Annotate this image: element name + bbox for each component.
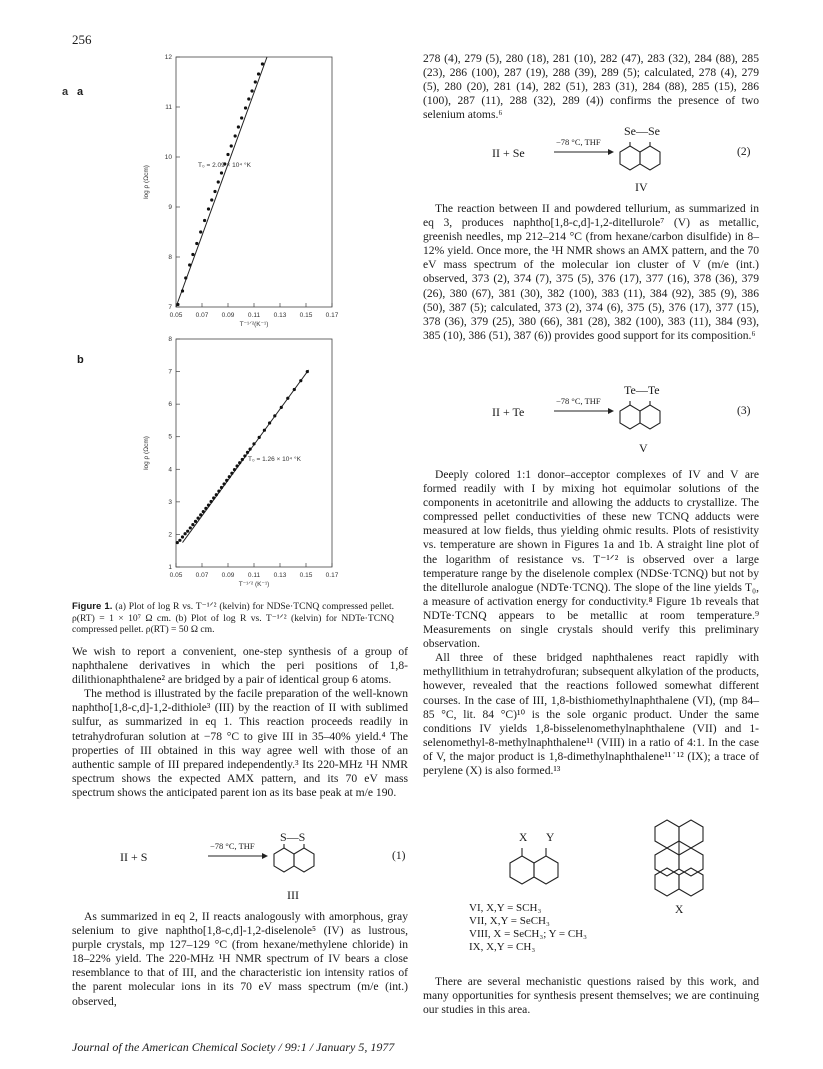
paragraph: Deeply colored 1:1 donor–acceptor complexes of IV and V are formed readily with I by mixing hot equimolar solutions of the components in acetonitrile and allowing the adducts to crystallize. The compressed pellet conductivities of these new TCNQ adducts were measured at low fields, thus yielding ohmic results. Plots of resistivity vs. temperature are shown in Figures 1a and 1b. A straight line plot of the logarithm of resistance vs. T⁻¹ᐟ² is observed over a large temperature range by the diselenole complex (NDSe·TCNQ) but not by the ditellurole analogue (NDTe·TCNQ). The slope of the line yields T₀, a measure of activation energy for conductivity.⁸ Figure 1b reveals that NDTe·TCNQ appears to be metallic at room temperature.⁹ Measurements on single crystals should verify this preliminary observation. <box>423 468 759 651</box>
y-tick-label: 5 <box>168 433 172 441</box>
equation-3 <box>492 383 762 463</box>
equation-1 <box>120 830 406 912</box>
data-point <box>202 510 205 513</box>
data-point <box>280 406 283 409</box>
x-tick-label: 0.15 <box>299 572 313 579</box>
paragraph: The reaction between II and powdered tellurium, as summarized in eq 3, produces naphtho[1,8-c,d]-1,2-ditellurole⁷ (V) as metallic, greenish needles, mp 212–214 °C (from hexane/carbon disulfide) in 8–12% yield. Once more, the ¹H NMR shows an AMX pattern, and the 70 eV mass spectrum of the molecular ion cluster of V (m/e (int.) observed, 373 (2), 374 (7), 375 (5), 376 (17), 377 (16), 378 (36), 379 (26), 380 (67), 381 (30), 382 (100), 383 (11), 384 (92), 385 (9), 386 (50), 387 (5); calculated, 373 (2), 374 (6), 375 (5), 376 (17), 377 (15), 378 (36), 379 (25), 380 (66), 381 (28), 382 (100), 383 (11), 384 (93), 385 (10), 386 (51), 387 (6)) provides good support for its composition.⁶ <box>423 202 759 342</box>
naphthalene-structure <box>507 848 563 892</box>
caption-text: (a) Plot of log R vs. T⁻¹ᐟ² (kelvin) for NDSe·TCNQ compressed pellet. ρ(RT) = 1 × 10⁷ Ω cm. (b) Plot of log R vs. T⁻¹ᐟ² (kelvin) for NDTe·TCNQ compressed pellet. ρ(RT) = 50 Ω cm. <box>72 601 395 636</box>
y-tick-label: 3 <box>168 498 172 506</box>
x-tick-label: 0.05 <box>169 312 183 319</box>
reaction-arrow <box>208 852 268 860</box>
paragraph: There are several mechanistic questions raised by this work, and many opportunities for synthesis present themselves; we are continuing our studies in this area. <box>423 975 759 1017</box>
y-tick-label: 11 <box>165 104 172 111</box>
figure-1a-chart <box>62 45 400 345</box>
eq1-conditions: −78 °C, THF <box>210 841 255 851</box>
y-tick-label: 9 <box>168 204 172 211</box>
data-point <box>249 447 252 450</box>
y-tick-label: 2 <box>168 531 172 539</box>
data-point <box>181 289 184 292</box>
x-tick-label: 0.09 <box>221 312 235 319</box>
data-point <box>246 451 249 454</box>
data-point <box>241 458 244 461</box>
substituent-x-label: X <box>519 832 528 844</box>
eq3-bridge: Te—Te <box>624 383 660 397</box>
data-point <box>237 125 240 128</box>
naphthalene-structure <box>618 142 668 178</box>
data-point <box>273 414 276 417</box>
y-tick-label: 7 <box>168 304 172 311</box>
data-point <box>244 106 247 109</box>
x-axis-label: T⁻¹ᐟ²(K⁻¹) <box>239 321 269 328</box>
data-point <box>197 517 200 520</box>
page-number: 256 <box>72 32 92 47</box>
data-point <box>210 500 213 503</box>
data-point <box>213 190 216 193</box>
data-point <box>199 513 202 516</box>
eq2-bridge: Se—Se <box>624 124 660 138</box>
y-tick-label: 4 <box>168 466 172 474</box>
structure-label: VI, X,Y = SCH₃ <box>469 902 542 914</box>
data-point <box>243 454 246 457</box>
data-point <box>238 461 241 464</box>
equation-number: (3) <box>737 405 751 417</box>
data-point <box>184 276 187 279</box>
reaction-arrow <box>554 407 614 415</box>
data-point <box>228 475 231 478</box>
right-column-middle <box>423 202 759 343</box>
x-tick-label: 0.13 <box>273 312 287 319</box>
x-tick-label: 0.11 <box>247 312 261 319</box>
y-tick-label: 6 <box>168 401 172 409</box>
data-point <box>191 253 194 256</box>
data-point <box>217 490 220 493</box>
data-point <box>293 388 296 391</box>
data-point <box>263 429 266 432</box>
eq3-product: V <box>639 441 648 455</box>
paragraph: We wish to report a convenient, one-step synthesis of a group of naphthalene derivatives in which the peri positions of 1,8-dilithionaphthalene² are bridged by a pair of identical group 6 atoms. <box>72 645 408 687</box>
data-point <box>258 436 261 439</box>
paragraph: The method is illustrated by the facile preparation of the well-known naphtho[1,8-c,d]-1,2-dithiole³ (III) by the reaction of II with sublimed sulfur, as summarized in eq 1. This reaction proceeds readily in tetrahydrofuran solution at −78 °C to give III in 35–40% yield.⁴ The properties of III obtained in this way agree well with those of an authentic sample of III prepared independently.³ Its 220-MHz ¹H NMR spectrum shows the expected AMX pattern, and its 70 eV mass spectrum shows the anticipated parent ion as its base peak at m/e 190. <box>72 687 408 799</box>
paragraph: 278 (4), 279 (5), 280 (18), 281 (10), 282 (47), 283 (32), 284 (88), 285 (23), 286 (100), 287 (19), 288 (39), 289 (5); calculated, 278 (4), 279 (5), 280 (20), 281 (14), 282 (51), 283 (31), 284 (88), 285 (15), 286 (100), 287 (11), 288 (32), 289 (4)) confirms the presence of two selenium atoms.⁶ <box>423 52 759 122</box>
plot-frame <box>176 339 332 567</box>
data-point <box>306 370 309 373</box>
data-point <box>188 263 191 266</box>
y-tick-label: 8 <box>168 254 172 261</box>
data-point <box>234 134 237 137</box>
substituent-y-label: Y <box>546 832 555 844</box>
data-point <box>181 535 184 538</box>
eq1-reactants: II + S <box>120 850 148 864</box>
data-point <box>204 507 207 510</box>
data-point <box>184 532 187 535</box>
eq1-bridge: S—S <box>280 830 306 844</box>
naphthalene-structure <box>618 401 668 437</box>
eq2-reactants: II + Se <box>492 146 525 160</box>
structure-label: VIII, X = SeCH₃; Y = CH₃ <box>469 928 587 940</box>
data-point <box>230 472 233 475</box>
right-column-bottom <box>423 468 759 778</box>
right-column-top <box>423 52 759 122</box>
figure-caption <box>72 601 394 636</box>
right-column-final <box>423 975 759 1017</box>
y-tick-label: 8 <box>168 336 172 343</box>
data-point <box>254 80 257 83</box>
structure-label: IX, X,Y = CH₃ <box>469 941 536 953</box>
y-tick-label: 12 <box>164 54 172 61</box>
data-point <box>250 89 253 92</box>
data-point <box>225 479 228 482</box>
data-point <box>252 442 255 445</box>
data-point <box>299 379 302 382</box>
y-axis-label: log ρ (Ωcm) <box>143 436 150 470</box>
x-tick-label: 0.05 <box>169 572 183 579</box>
data-point <box>176 303 179 306</box>
data-point <box>217 180 220 183</box>
data-point <box>247 97 250 100</box>
data-point <box>191 523 194 526</box>
paragraph: All three of these bridged naphthalenes react rapidly with methyllithium in tetrahydrofuran; subsequent alkylation of the products, however, revealed that the reactions followed somewhat different courses. In the case of III, 1,8-bisthiomethylnaphthalene (VI), (mp 84–85 °C, lit. 84 °C)¹⁰ is the sole organic product. Under the same conditions IV yields 1,8-bisselenomethylnaphthalene (VII) and 1-selenomethyl-8-methylnaphthalene¹¹ (VIII) in a ratio of 4:1. In the case of V, the major product is 1,8-dimethylnaphthalene¹¹˙¹² (IX); a trace of perylene (X) is also formed.¹³ <box>423 651 759 777</box>
panel-a-label: a <box>62 86 69 98</box>
x-tick-label: 0.09 <box>221 572 235 579</box>
left-column-top <box>72 645 408 800</box>
journal-footer: Journal of the American Chemical Society / 99:1 / January 5, 1977 <box>72 1040 395 1054</box>
data-point <box>186 530 189 533</box>
x-tick-label: 0.17 <box>325 572 339 579</box>
reaction-arrow <box>554 148 614 156</box>
data-point <box>203 219 206 222</box>
data-point <box>261 62 264 65</box>
x-tick-label: 0.07 <box>195 312 209 319</box>
eq1-product: III <box>287 888 299 902</box>
x-tick-label: 0.15 <box>299 312 313 319</box>
equation-number: (2) <box>737 146 751 158</box>
data-point <box>223 482 226 485</box>
structures-block <box>423 818 763 958</box>
eq2-product: IV <box>635 180 648 194</box>
eq3-reactants: II + Te <box>492 405 525 419</box>
eq2-conditions: −78 °C, THF <box>556 137 601 147</box>
caption-label: Figure 1. <box>72 601 113 612</box>
figure-1b-chart <box>100 335 400 600</box>
fit-annotation: T₀ = 1.26 × 10⁴ °K <box>248 456 301 463</box>
data-point <box>207 207 210 210</box>
data-point <box>189 526 192 529</box>
data-point <box>286 397 289 400</box>
y-axis-label: log ρ (Ωcm) <box>143 165 150 199</box>
data-point <box>268 421 271 424</box>
eq3-conditions: −78 °C, THF <box>556 396 601 406</box>
x-axis-label: T⁻¹ᐟ² (K⁻¹) <box>238 581 270 588</box>
data-point <box>220 171 223 174</box>
data-point <box>240 116 243 119</box>
data-point <box>215 493 218 496</box>
structure-label: VII, X,Y = SeCH₃ <box>469 915 550 927</box>
x-tick-label: 0.07 <box>195 572 209 579</box>
paragraph: As summarized in eq 2, II reacts analogously with amorphous, gray selenium to give naphtho[1,8-c,d]-1,2-diselenole⁵ (IV) as lustrous, purple crystals, mp 127–129 °C (from hexane/methylene chloride) in 18–22% yield. The 220-MHz ¹H NMR spectrum of IV bears a close resemblance to that of III, and the characteristic ion intensity ratios of the parent molecular ions in its 70 eV mass spectrum (m/e (int.) observed, <box>72 910 408 1008</box>
plot-frame <box>176 57 332 307</box>
y-tick-label: 1 <box>168 564 172 571</box>
data-point <box>257 72 260 75</box>
x-tick-label: 0.13 <box>273 572 287 579</box>
data-point <box>233 468 236 471</box>
data-point <box>176 541 179 544</box>
panel-a-label: a <box>77 86 84 98</box>
equation-2 <box>492 122 762 194</box>
data-point <box>210 198 213 201</box>
data-point <box>195 242 198 245</box>
data-point <box>236 464 239 467</box>
x-tick-label: 0.11 <box>247 572 261 579</box>
data-point <box>230 144 233 147</box>
data-point <box>178 539 181 542</box>
naphthalene-structure <box>272 846 322 882</box>
perylene-label: X <box>675 904 684 916</box>
panel-b-label: b <box>77 354 84 366</box>
data-point <box>220 486 223 489</box>
data-point <box>226 153 229 156</box>
equation-number: (1) <box>392 850 406 862</box>
fit-line <box>176 57 267 307</box>
left-column-bottom <box>72 910 408 1009</box>
fit-annotation: T₀ = 2.09 × 10⁴ °K <box>198 162 251 169</box>
data-point <box>199 230 202 233</box>
data-point <box>212 496 215 499</box>
x-tick-label: 0.17 <box>325 312 339 319</box>
data-point <box>194 520 197 523</box>
perylene-structure <box>643 818 719 900</box>
y-tick-label: 10 <box>164 154 172 161</box>
y-tick-label: 7 <box>168 368 172 376</box>
data-point <box>207 504 210 507</box>
